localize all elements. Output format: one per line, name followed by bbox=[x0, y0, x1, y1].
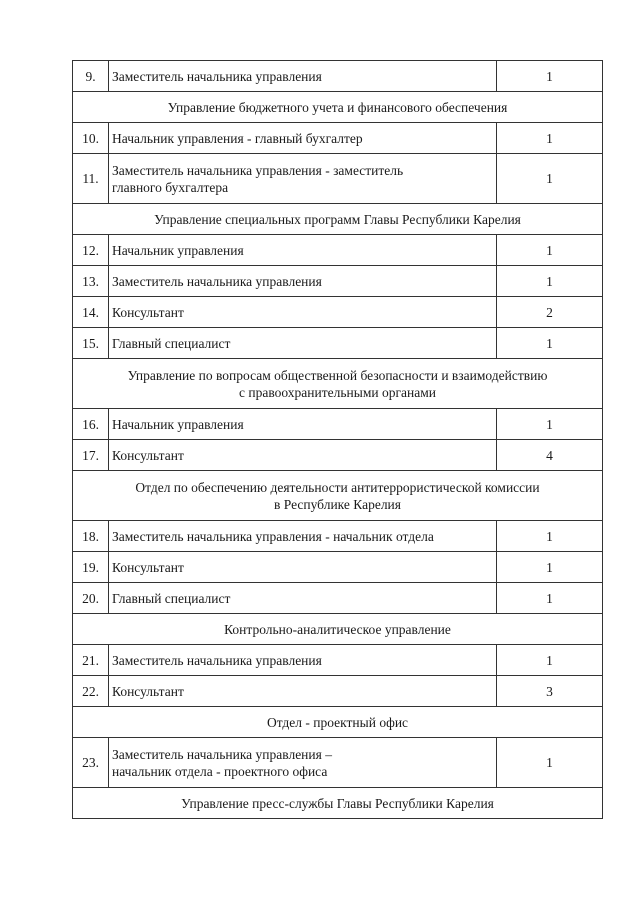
row-number: 13. bbox=[73, 266, 109, 297]
position-title-line: Консультант bbox=[112, 304, 184, 320]
section-header-row bbox=[73, 707, 603, 738]
section-title-line: Отдел - проектный офис bbox=[266, 714, 409, 730]
row-number: 16. bbox=[73, 409, 109, 440]
position-title bbox=[109, 297, 497, 328]
position-title-line: Начальник управления bbox=[112, 242, 244, 258]
position-title-line: Начальник управления - главный бухгалтер bbox=[112, 130, 363, 146]
position-row bbox=[73, 328, 603, 359]
position-title bbox=[109, 235, 497, 266]
row-number: 20. bbox=[73, 583, 109, 614]
position-title bbox=[109, 645, 497, 676]
row-number: 11. bbox=[73, 154, 109, 204]
staff-count: 1 bbox=[497, 154, 603, 204]
staff-count: 2 bbox=[497, 297, 603, 328]
position-title-line: главного бухгалтера bbox=[112, 179, 229, 195]
position-title-line: Заместитель начальника управления - начальник отдела bbox=[112, 528, 434, 544]
row-number: 19. bbox=[73, 552, 109, 583]
staff-count: 1 bbox=[497, 552, 603, 583]
staff-table-body bbox=[73, 61, 603, 819]
row-number: 21. bbox=[73, 645, 109, 676]
position-title bbox=[109, 123, 497, 154]
section-header-row bbox=[73, 359, 603, 409]
section-title-line: в Республике Карелия bbox=[273, 496, 401, 512]
section-title bbox=[73, 204, 603, 235]
position-title bbox=[109, 266, 497, 297]
row-number: 17. bbox=[73, 440, 109, 471]
section-title-line: Управление пресс-службы Главы Республики Карелия bbox=[181, 795, 494, 811]
position-title bbox=[109, 154, 497, 204]
section-title bbox=[73, 359, 603, 409]
position-row bbox=[73, 297, 603, 328]
row-number: 15. bbox=[73, 328, 109, 359]
staff-count: 1 bbox=[497, 583, 603, 614]
staff-count: 1 bbox=[497, 235, 603, 266]
row-number: 12. bbox=[73, 235, 109, 266]
position-title-line: начальник отдела - проектного офиса bbox=[112, 763, 328, 779]
staff-count: 1 bbox=[497, 645, 603, 676]
section-title-line: Управление специальных программ Главы Республики Карелия bbox=[154, 211, 521, 227]
position-row bbox=[73, 521, 603, 552]
position-row bbox=[73, 266, 603, 297]
position-title bbox=[109, 552, 497, 583]
row-number: 14. bbox=[73, 297, 109, 328]
position-title-line: Заместитель начальника управления bbox=[112, 652, 322, 668]
position-title bbox=[109, 738, 497, 788]
section-title bbox=[73, 471, 603, 521]
staff-count: 1 bbox=[497, 409, 603, 440]
section-title-line: Управление бюджетного учета и финансового обеспечения bbox=[167, 99, 508, 115]
position-row bbox=[73, 123, 603, 154]
row-number: 23. bbox=[73, 738, 109, 788]
position-title-line: Начальник управления bbox=[112, 416, 244, 432]
position-row bbox=[73, 738, 603, 788]
staff-count: 1 bbox=[497, 521, 603, 552]
section-title bbox=[73, 614, 603, 645]
row-number: 10. bbox=[73, 123, 109, 154]
position-row bbox=[73, 61, 603, 92]
section-title-line: Отдел по обеспечению деятельности антитеррористической комиссии bbox=[135, 479, 540, 495]
staff-count: 1 bbox=[497, 123, 603, 154]
position-title bbox=[109, 328, 497, 359]
position-title-line: Консультант bbox=[112, 559, 184, 575]
position-title bbox=[109, 61, 497, 92]
position-row bbox=[73, 645, 603, 676]
position-title bbox=[109, 440, 497, 471]
staff-count: 3 bbox=[497, 676, 603, 707]
position-row bbox=[73, 440, 603, 471]
section-title bbox=[73, 707, 603, 738]
position-row bbox=[73, 583, 603, 614]
position-row bbox=[73, 154, 603, 204]
position-row bbox=[73, 235, 603, 266]
position-title bbox=[109, 676, 497, 707]
staff-count: 1 bbox=[497, 328, 603, 359]
staff-count: 1 bbox=[497, 738, 603, 788]
staff-count: 1 bbox=[497, 61, 603, 92]
position-title bbox=[109, 521, 497, 552]
position-title-line: Главный специалист bbox=[112, 590, 231, 606]
section-title-line: Управление по вопросам общественной безопасности и взаимодействию bbox=[127, 367, 548, 383]
section-header-row bbox=[73, 204, 603, 235]
section-header-row bbox=[73, 471, 603, 521]
position-title-line: Главный специалист bbox=[112, 335, 231, 351]
section-title-line: с правоохранительными органами bbox=[239, 384, 436, 400]
position-title-line: Консультант bbox=[112, 447, 184, 463]
staff-count: 1 bbox=[497, 266, 603, 297]
section-title-line: Контрольно-аналитическое управление bbox=[224, 621, 451, 637]
position-title-line: Заместитель начальника управления bbox=[112, 273, 322, 289]
position-row bbox=[73, 552, 603, 583]
position-title-line: Консультант bbox=[112, 683, 184, 699]
section-title bbox=[73, 788, 603, 819]
position-title bbox=[109, 409, 497, 440]
section-header-row bbox=[73, 92, 603, 123]
section-header-row bbox=[73, 614, 603, 645]
staff-count: 4 bbox=[497, 440, 603, 471]
row-number: 22. bbox=[73, 676, 109, 707]
position-title-line: Заместитель начальника управления – bbox=[112, 746, 332, 762]
section-title bbox=[73, 92, 603, 123]
position-title-line: Заместитель начальника управления bbox=[112, 68, 322, 84]
section-header-row bbox=[73, 788, 603, 819]
position-row bbox=[73, 676, 603, 707]
position-title bbox=[109, 583, 497, 614]
position-title-line: Заместитель начальника управления - заместитель bbox=[112, 162, 404, 178]
staff-table bbox=[72, 60, 603, 819]
position-row bbox=[73, 409, 603, 440]
row-number: 18. bbox=[73, 521, 109, 552]
row-number: 9. bbox=[73, 61, 109, 92]
